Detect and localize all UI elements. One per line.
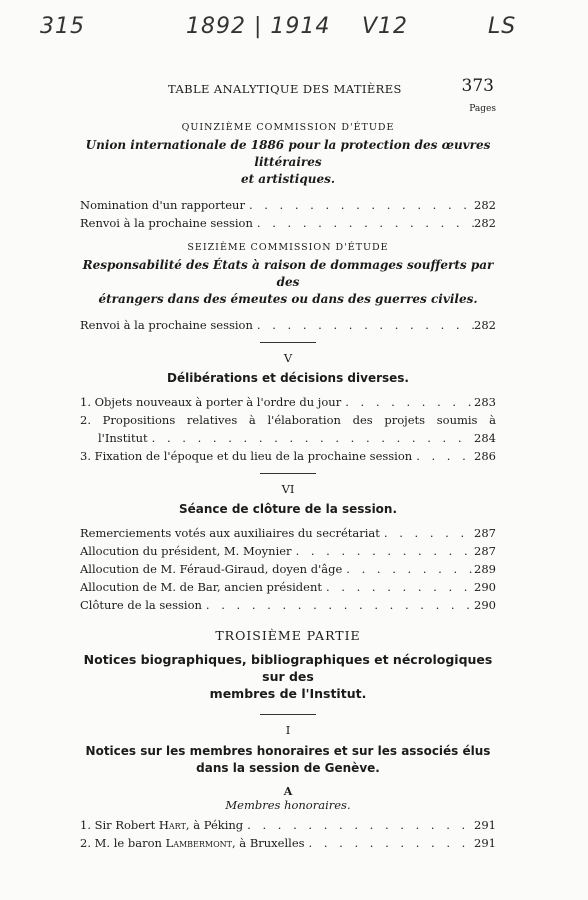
leader-dots xyxy=(243,816,474,834)
toc-entry-text xyxy=(80,834,305,852)
toc-entry[interactable] xyxy=(80,214,496,232)
toc-entry[interactable] xyxy=(80,578,496,596)
handwritten-annotations xyxy=(0,8,588,48)
commission-16-title-line2: étrangers dans des émeutes ou dans des guerres civiles. xyxy=(98,292,478,306)
toc-entry-page: 287 xyxy=(474,526,496,540)
toc-entry-text xyxy=(80,816,243,834)
toc-entry[interactable] xyxy=(80,447,496,465)
running-header xyxy=(80,76,496,100)
toc-entry-page: 282 xyxy=(474,198,496,212)
running-title: TABLE ANALYTIQUE DES MATIÈRES xyxy=(168,82,402,96)
pages-column-label: Pages xyxy=(469,104,496,114)
leader-dots xyxy=(245,196,474,214)
leader-dots xyxy=(253,316,474,334)
leader-dots xyxy=(341,393,474,411)
part-3-subtitle-line1: Notices biographiques, bibliographiques et nécrologiques sur des xyxy=(83,652,493,684)
commission-15-heading: QUINZIÈME COMMISSION D'ÉTUDE xyxy=(181,122,395,133)
leader-dots xyxy=(202,596,474,614)
handwritten-code: LS xyxy=(488,14,517,39)
toc-entry-page: 282 xyxy=(474,216,496,230)
toc-entry-text: Renvoi à la prochaine session xyxy=(80,318,253,332)
toc-entry[interactable] xyxy=(80,596,496,614)
toc-entry-wrapped-line[interactable] xyxy=(80,411,496,429)
page-number: 373 xyxy=(461,76,494,96)
toc-entry-page: 283 xyxy=(474,395,496,409)
toc-entry-text: Renvoi à la prochaine session xyxy=(80,216,253,230)
entry-prefix: 2. M. le baron xyxy=(80,836,166,850)
section-1-title-line2: dans la session de Genève. xyxy=(196,761,380,775)
subsection-letter: A xyxy=(283,785,293,798)
toc-entry-text: Nomination d'un rapporteur xyxy=(80,198,245,212)
section-6-numeral: VI xyxy=(281,482,295,496)
toc-entry-text: Allocution du président, M. Moynier xyxy=(80,544,292,558)
toc-entry-page: 291 xyxy=(474,836,496,850)
toc-entry-page: 291 xyxy=(474,818,496,832)
toc-entry[interactable] xyxy=(80,429,496,447)
toc-entry-text: Allocution de M. Féraud-Giraud, doyen d'âge xyxy=(80,562,343,576)
part-3-heading: TROISIÈME PARTIE xyxy=(215,628,361,643)
section-6-title: Séance de clôture de la session. xyxy=(178,502,398,516)
entry-name: Hart xyxy=(158,818,186,832)
leader-dots xyxy=(412,447,474,465)
toc-entry-page: 284 xyxy=(474,431,496,445)
toc-entry[interactable] xyxy=(80,316,496,334)
toc-entry[interactable] xyxy=(80,542,496,560)
section-divider xyxy=(260,342,316,343)
handwritten-volume: V12 xyxy=(362,14,409,39)
section-1-numeral: I xyxy=(285,723,291,737)
toc-entry-text: l'Institut xyxy=(98,431,148,445)
toc-entry-text: Remerciements votés aux auxiliaires du secrétariat xyxy=(80,526,380,540)
section-5-numeral: V xyxy=(283,351,293,365)
section-5-title: Délibérations et décisions diverses. xyxy=(167,371,409,385)
entry-prefix: 1. Sir Robert xyxy=(80,818,159,832)
leader-dots xyxy=(305,834,475,852)
entry-suffix: , à Bruxelles xyxy=(232,836,305,850)
entry-suffix: , à Péking xyxy=(185,818,244,832)
leader-dots xyxy=(380,524,474,542)
toc-entry[interactable] xyxy=(80,560,496,578)
handwritten-years: 1892 | 1914 xyxy=(186,14,331,39)
toc-entry[interactable] xyxy=(80,393,496,411)
toc-entry-page: 287 xyxy=(474,544,496,558)
toc-entry-text: Clôture de la session xyxy=(80,598,202,612)
toc-entry-page: 290 xyxy=(474,580,496,594)
leader-dots xyxy=(322,578,474,596)
commission-15-title-line1: Union internationale de 1886 pour la protection des œuvres littéraires xyxy=(85,138,491,169)
toc-entry[interactable] xyxy=(80,834,496,852)
section-1-title-line1: Notices sur les membres honoraires et sur les associés élus xyxy=(85,744,491,758)
toc-entry[interactable] xyxy=(80,196,496,214)
toc-entry-text: 2. Propositions relatives à l'élaboration des projets soumis à xyxy=(80,413,496,427)
handwritten-number: 315 xyxy=(40,14,85,39)
leader-dots xyxy=(148,429,474,447)
toc-entry[interactable] xyxy=(80,524,496,542)
commission-16-heading: SEIZIÈME COMMISSION D'ÉTUDE xyxy=(187,242,389,253)
toc-entry-text: 1. Objets nouveaux à porter à l'ordre du jour xyxy=(80,395,342,409)
leader-dots xyxy=(253,214,474,232)
page-content xyxy=(80,76,496,852)
commission-16-title-line1: Responsabilité des États à raison de dommages soufferts par des xyxy=(82,258,494,289)
leader-dots xyxy=(292,542,474,560)
toc-entry[interactable] xyxy=(80,816,496,834)
leader-dots xyxy=(342,560,474,578)
part-3-subtitle-line2: membres de l'Institut. xyxy=(209,686,367,701)
entry-name: Lambermont xyxy=(165,836,232,850)
toc-entry-page: 290 xyxy=(474,598,496,612)
toc-entry-page: 289 xyxy=(474,562,496,576)
commission-15-title-line2: et artistiques. xyxy=(240,172,336,186)
toc-entry-text: Allocution de M. de Bar, ancien président xyxy=(80,580,322,594)
toc-entry-page: 282 xyxy=(474,318,496,332)
toc-entry-page: 286 xyxy=(474,449,496,463)
section-divider xyxy=(260,473,316,474)
section-divider xyxy=(260,714,316,715)
subsection-heading: Membres honoraires. xyxy=(225,798,351,812)
toc-entry-text: 3. Fixation de l'époque et du lieu de la prochaine session xyxy=(80,449,413,463)
